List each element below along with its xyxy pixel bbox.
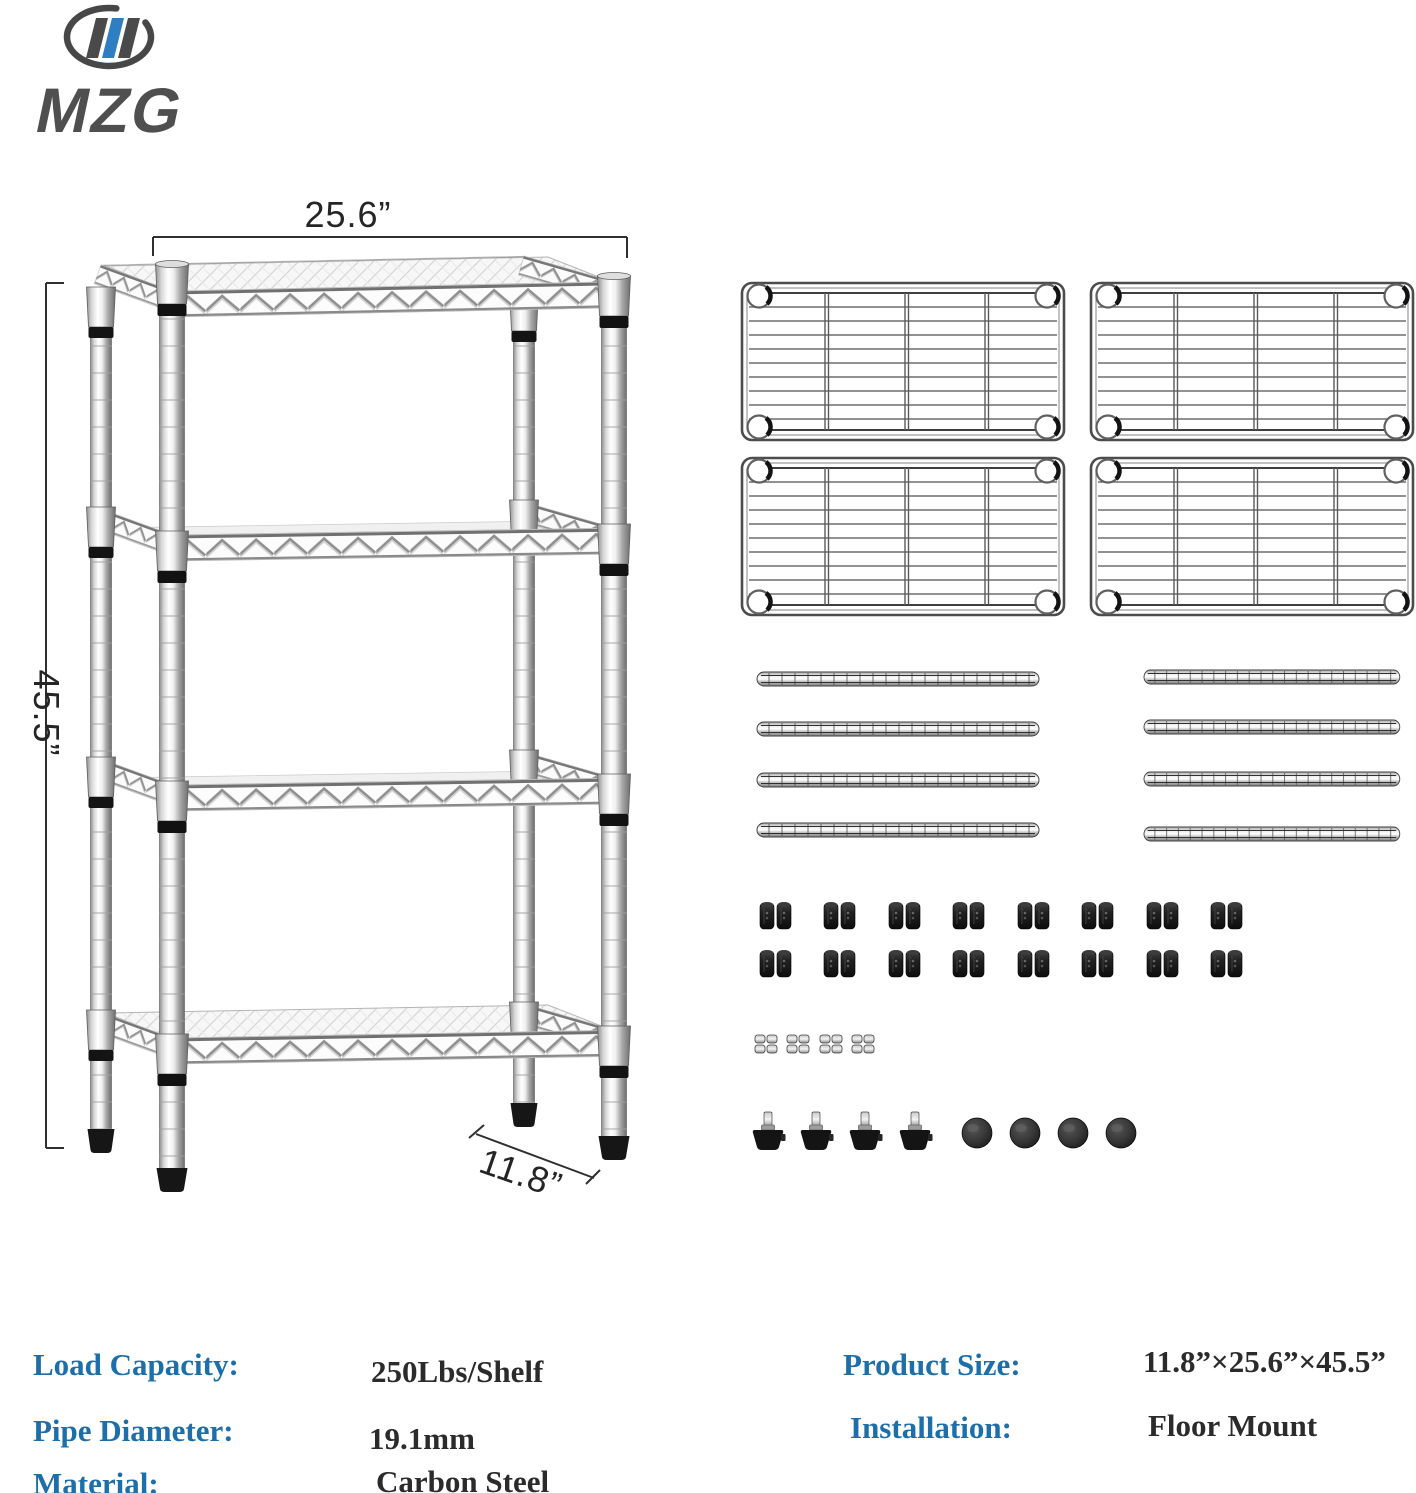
wire-shelf-panel bbox=[742, 458, 1064, 615]
spec-value-product-size: 11.8”×25.6”×45.5” bbox=[1143, 1344, 1386, 1379]
spec-label-pipe-diameter: Pipe Diameter: bbox=[33, 1413, 234, 1448]
leveling-foot bbox=[753, 1112, 786, 1150]
height-dimension-label: 45.5” bbox=[26, 669, 67, 757]
spec-label-load-capacity: Load Capacity: bbox=[33, 1347, 239, 1382]
pole-section bbox=[1144, 772, 1400, 786]
pole-section bbox=[1144, 670, 1400, 684]
wire-shelf-panel bbox=[742, 283, 1064, 440]
leveling-foot bbox=[900, 1112, 933, 1150]
spec-label-product-size: Product Size: bbox=[843, 1347, 1021, 1382]
depth-dimension bbox=[469, 1125, 600, 1206]
rear-right-foot bbox=[511, 1103, 538, 1127]
width-dimension bbox=[153, 194, 627, 258]
pole-section bbox=[757, 773, 1039, 787]
pole-section bbox=[757, 823, 1039, 837]
end-cap bbox=[1010, 1118, 1040, 1148]
end-cap bbox=[1058, 1118, 1088, 1148]
leveling-foot bbox=[801, 1112, 834, 1150]
logo-m-icon bbox=[86, 18, 140, 58]
pole-section bbox=[757, 672, 1039, 686]
depth-dimension-label: 11.8” bbox=[474, 1140, 568, 1207]
spec-label-installation: Installation: bbox=[850, 1410, 1012, 1445]
front-post-sleeves bbox=[156, 261, 631, 1087]
spec-label-material: Material: bbox=[33, 1466, 159, 1493]
pole-section bbox=[1144, 827, 1400, 841]
spec-value-load-capacity: 250Lbs/Shelf bbox=[371, 1354, 544, 1389]
pole-connector bbox=[755, 1035, 777, 1053]
pole-section bbox=[1144, 720, 1400, 734]
pole-section bbox=[757, 722, 1039, 736]
parts-diagram bbox=[728, 270, 1416, 1160]
brand-logo bbox=[26, 4, 236, 157]
spec-value-installation: Floor Mount bbox=[1148, 1408, 1318, 1443]
leveling-foot bbox=[850, 1112, 883, 1150]
brand-wordmark: MZG bbox=[29, 75, 191, 146]
rear-post-sleeves bbox=[87, 287, 539, 1061]
end-cap bbox=[1106, 1118, 1136, 1148]
pole-connector bbox=[787, 1035, 809, 1053]
width-dimension-label: 25.6” bbox=[304, 194, 392, 235]
sleeve-clips bbox=[760, 902, 1242, 977]
front-right-foot bbox=[599, 1136, 630, 1160]
front-left-foot bbox=[157, 1168, 188, 1192]
pole-connector bbox=[852, 1035, 874, 1053]
height-dimension bbox=[26, 283, 67, 1148]
rear-left-foot bbox=[88, 1129, 115, 1153]
spec-value-material: Carbon Steel bbox=[376, 1464, 550, 1493]
brand-logo-svg bbox=[26, 4, 236, 152]
pole-connector bbox=[820, 1035, 842, 1053]
shelving-unit-illustration bbox=[0, 185, 700, 1275]
spec-value-pipe-diameter: 19.1mm bbox=[369, 1421, 475, 1456]
wire-shelf-panel bbox=[1091, 458, 1413, 615]
end-cap bbox=[962, 1118, 992, 1148]
wire-shelf-panel bbox=[1091, 283, 1413, 440]
